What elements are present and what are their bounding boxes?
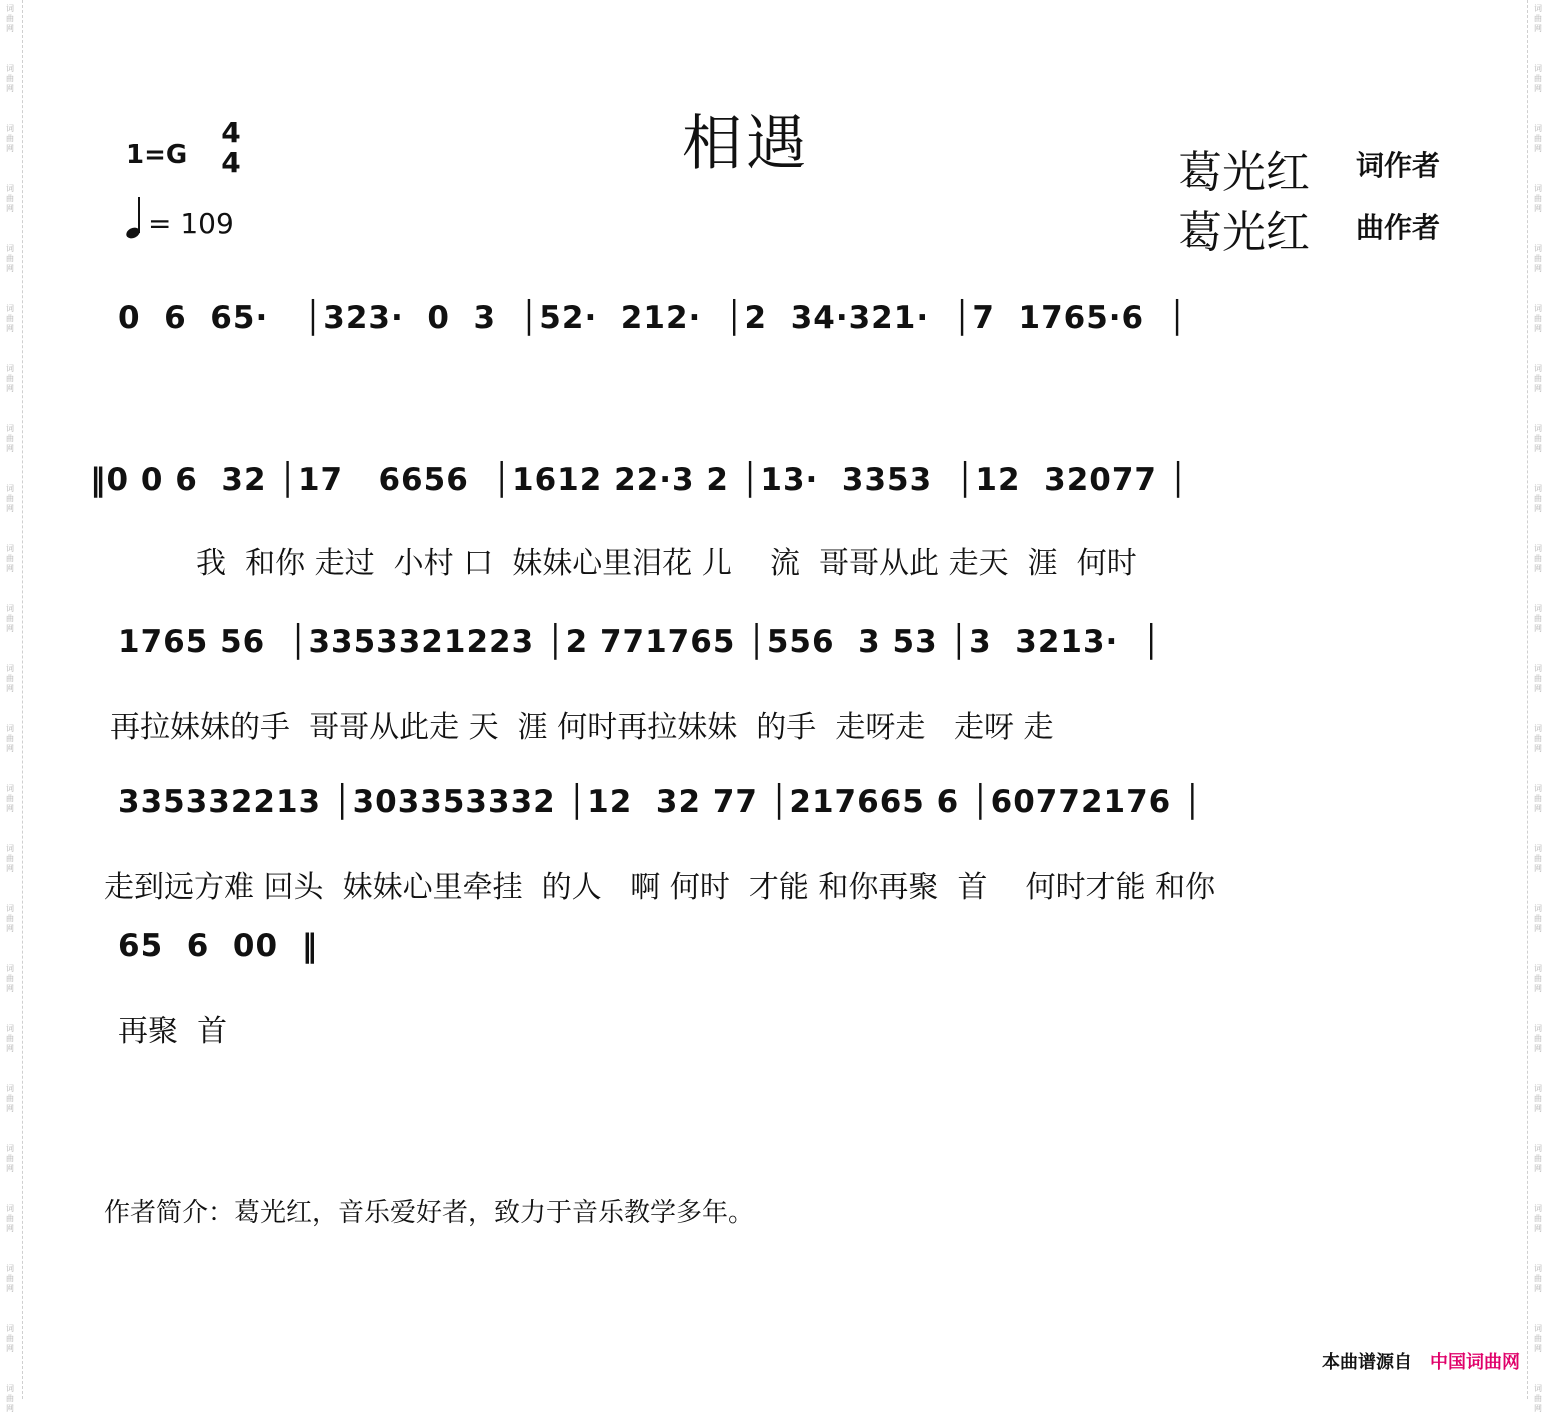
key-signature: 1=G [126, 140, 188, 170]
watermark-text: 词 曲 网 [6, 664, 14, 693]
watermark-text: 词 曲 网 [1534, 1264, 1542, 1293]
watermark-text: 词 曲 网 [6, 1384, 14, 1413]
author-intro: 作者简介：葛光红，音乐爱好者，致力于音乐教学多年。 [104, 1198, 755, 1228]
watermark-text: 词 曲 网 [1534, 1384, 1542, 1413]
tempo-value: = 109 [148, 207, 234, 240]
watermark-text: 词 曲 网 [1534, 4, 1542, 33]
notes-row-2: ‖0 0 6 32 │17 6656 │1612 22·3 2 │13· 3353 │12 32077 │ [90, 462, 1189, 498]
watermark-text: 词 曲 网 [6, 484, 14, 513]
watermark-text: 词 曲 网 [6, 184, 14, 213]
watermark-text: 词 曲 网 [6, 1324, 14, 1353]
watermark-text: 词 曲 网 [1534, 484, 1542, 513]
watermark-text: 词 曲 网 [6, 844, 14, 873]
watermark-text: 词 曲 网 [1534, 304, 1542, 333]
lyrics-row-2: 我 和你 走过 小村 口 妹妹心里泪花 儿 流 哥哥从此 走天 涯 何时 [196, 546, 1137, 581]
watermark-text: 词 曲 网 [1534, 904, 1542, 933]
watermark-text: 词 曲 网 [1534, 1024, 1542, 1053]
song-title: 相遇 [682, 109, 810, 179]
time-signature [214, 118, 248, 178]
lyrics-row-3: 再拉妹妹的手 哥哥从此走 天 涯 何时再拉妹妹 的手 走呀走 走呀 走 [110, 710, 1054, 745]
notes-row-5: 65 6 00 ‖ [118, 928, 319, 964]
watermark-text: 词 曲 网 [6, 64, 14, 93]
watermark-text: 词 曲 网 [6, 964, 14, 993]
watermark-text: 词 曲 网 [6, 904, 14, 933]
lyrics-row-5: 再聚 首 [118, 1014, 228, 1049]
tempo-marking [126, 196, 234, 240]
watermark-text: 词 曲 网 [6, 1204, 14, 1233]
watermark-text: 词 曲 网 [1534, 964, 1542, 993]
watermark-text: 词 曲 网 [6, 244, 14, 273]
lyricist-name: 葛光红 [1178, 147, 1310, 198]
watermark-text: 词 曲 网 [1534, 604, 1542, 633]
watermark-text: 词 曲 网 [6, 544, 14, 573]
notes-row-3: 1765 56 │3353321223 │2 771765 │556 3 53 │3 3213· │ [118, 624, 1162, 660]
watermark-text: 词 曲 网 [1534, 424, 1542, 453]
time-signature-bottom: 4 [221, 146, 241, 179]
lyrics-row-4: 走到远方难 回头 妹妹心里牵挂 的人 啊 何时 才能 和你再聚 首 何时才能 和你 [104, 870, 1216, 905]
watermark-text: 词 曲 网 [6, 424, 14, 453]
watermark-text: 词 曲 网 [1534, 1204, 1542, 1233]
composer-role: 曲作者 [1356, 211, 1441, 244]
watermark-text: 词 曲 网 [6, 1024, 14, 1053]
watermark-text: 词 曲 网 [6, 724, 14, 753]
watermark-text: 词 曲 网 [1534, 1084, 1542, 1113]
watermark-text: 词 曲 网 [6, 1144, 14, 1173]
watermark-text: 词 曲 网 [6, 4, 14, 33]
watermark-text: 词 曲 网 [1534, 364, 1542, 393]
right-watermark-strip [1527, 0, 1550, 1413]
watermark-text: 词 曲 网 [1534, 184, 1542, 213]
source-site-link[interactable]: 中国词曲网 [1430, 1352, 1520, 1373]
watermark-text: 词 曲 网 [1534, 1324, 1542, 1353]
lyricist-role: 词作者 [1356, 149, 1441, 182]
time-signature-top: 4 [221, 116, 241, 149]
watermark-text: 词 曲 网 [1534, 544, 1542, 573]
watermark-text: 词 曲 网 [1534, 244, 1542, 273]
watermark-text: 词 曲 网 [1534, 784, 1542, 813]
source-credit [1322, 1348, 1520, 1374]
watermark-text: 词 曲 网 [1534, 664, 1542, 693]
source-label: 本曲谱源自 [1322, 1352, 1412, 1373]
watermark-text: 词 曲 网 [1534, 844, 1542, 873]
watermark-text: 词 曲 网 [1534, 724, 1542, 753]
watermark-text: 词 曲 网 [6, 124, 14, 153]
composer-name: 葛光红 [1178, 207, 1310, 258]
watermark-text: 词 曲 网 [1534, 1144, 1542, 1173]
left-watermark-strip [0, 0, 23, 1413]
watermark-text: 词 曲 网 [6, 1264, 14, 1293]
watermark-text: 词 曲 网 [1534, 64, 1542, 93]
watermark-text: 词 曲 网 [1534, 124, 1542, 153]
notes-row-4: 335332213 │303353332 │12 32 77 │217665 6 │60772176 │ [118, 784, 1203, 820]
watermark-text: 词 曲 网 [6, 1084, 14, 1113]
watermark-text: 词 曲 网 [6, 784, 14, 813]
watermark-text: 词 曲 网 [6, 604, 14, 633]
notes-row-1: 0 6 65· │323· 0 3 │52· 212· │2 34·321· │7 1765·6 │ [118, 300, 1188, 336]
quarter-note-icon [126, 196, 148, 240]
watermark-text: 词 曲 网 [6, 364, 14, 393]
watermark-text: 词 曲 网 [6, 304, 14, 333]
